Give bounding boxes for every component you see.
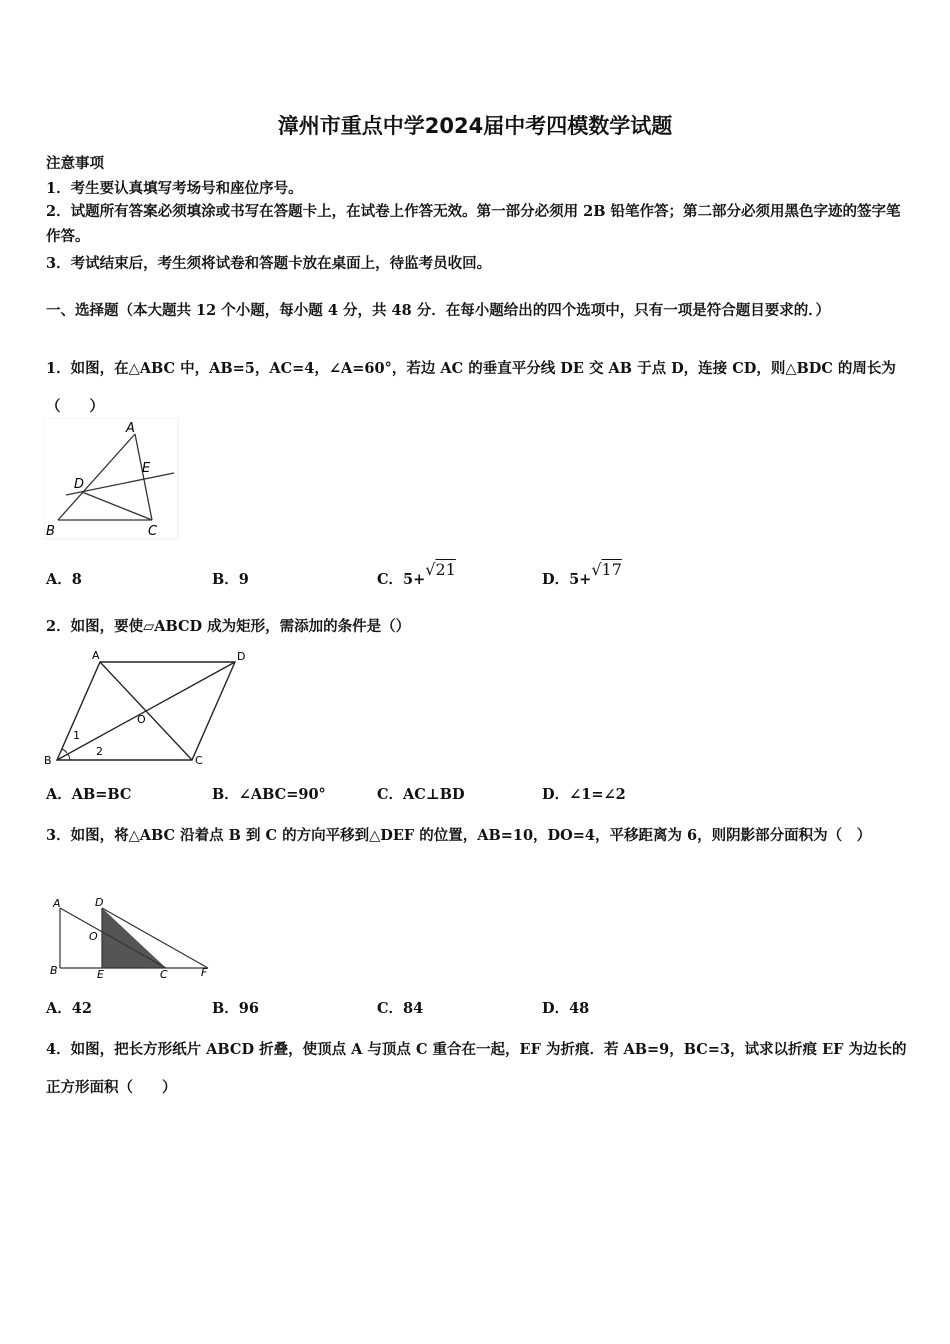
q1-option-b: B．9: [212, 571, 249, 588]
label-e: E: [142, 461, 151, 476]
page-title: 漳州市重点中学2024届中考四模数学试题: [277, 114, 673, 138]
sqrt-sign: √17: [591, 560, 622, 579]
section-heading: 一、选择题（本大题共 12 个小题，每小题 4 分，共 48 分．在每小题给出的四个选项中，只有一项是符合题目要求的．）: [46, 302, 830, 319]
label-d: D: [237, 650, 246, 663]
label-a: A: [53, 897, 61, 910]
q1-option-d: [542, 560, 622, 589]
q2-option-a: A．AB=BC: [46, 786, 132, 803]
question-1-figure: [44, 418, 179, 540]
q3-option-d: D．48: [542, 1000, 590, 1017]
label-f: F: [201, 966, 208, 979]
label-a: A: [92, 649, 100, 662]
q1-option-d-prefix: D．5+: [542, 571, 592, 588]
question-3-text: 3．如图，将△ABC 沿着点 B 到 C 的方向平移到△DEF 的位置，AB=10，DO=4，平移距离为 6，则阴影部分面积为（ ）: [46, 827, 872, 844]
q2-option-c: C．AC⊥BD: [377, 786, 465, 803]
q1-option-c: [377, 560, 456, 589]
notice-item-1: 1．考生要认真填写考场号和座位序号。: [46, 180, 303, 197]
q3-option-c: C．84: [377, 1000, 424, 1017]
question-2-figure: [40, 648, 255, 770]
label-c: C: [160, 968, 168, 981]
label-a: A: [126, 421, 135, 436]
q1-option-c-radicand: 21: [435, 560, 456, 579]
question-1-text: 1．如图，在△ABC 中，AB=5，AC=4，∠A=60°，若边 AC 的垂直平分线 DE 交 AB 于点 D，连接 CD，则△BDC 的周长为（ ）: [46, 360, 896, 415]
notice-heading: 注意事项: [46, 155, 104, 172]
question-2-text: 2．如图，要使▱ABCD 成为矩形，需添加的条件是（）: [46, 618, 411, 635]
question-3-figure: [44, 896, 219, 982]
label-o: O: [137, 713, 146, 726]
question-4-text: 4．如图，把长方形纸片 ABCD 折叠，使顶点 A 与顶点 C 重合在一起，EF 为折痕．若 AB=9，BC=3，试求以折痕 EF 为边长的正方形面积（ ）: [46, 1041, 907, 1096]
label-b: B: [50, 964, 58, 977]
q1-option-d-radicand: 17: [601, 560, 622, 579]
q2-option-b: B．∠ABC=90°: [212, 786, 326, 803]
notice-item-2: 2．试题所有答案必须填涂或书写在答题卡上，在试卷上作答无效。第一部分必须用 2B 铅笔作答；第二部分必须用黑色字迹的签字笔作答。: [46, 203, 901, 245]
label-c: C: [195, 754, 203, 767]
shaded-region: [102, 908, 166, 968]
q1-option-c-prefix: C．5+: [377, 571, 426, 588]
label-e: E: [97, 968, 104, 981]
notice-item-3: 3．考试结束后，考生须将试卷和答题卡放在桌面上，待监考员收回。: [46, 255, 492, 272]
label-d: D: [74, 477, 85, 492]
figure-frame: [44, 418, 178, 539]
label-b: B: [44, 754, 52, 767]
q3-option-a: A．42: [46, 1000, 92, 1017]
label-o: O: [89, 930, 98, 943]
label-b: B: [46, 524, 55, 539]
label-c: C: [148, 524, 158, 539]
sqrt-sign: √21: [425, 560, 456, 579]
q2-option-d: D．∠1=∠2: [542, 786, 626, 803]
q1-option-a: A．8: [46, 571, 82, 588]
label-d: D: [95, 896, 104, 909]
angle-label-2: 2: [96, 745, 103, 758]
q3-option-b: B．96: [212, 1000, 259, 1017]
angle-label-1: 1: [73, 729, 80, 742]
diagonal-bd: [57, 662, 235, 760]
angle-arc-2: [68, 754, 70, 760]
angle-arc-1: [62, 749, 67, 753]
